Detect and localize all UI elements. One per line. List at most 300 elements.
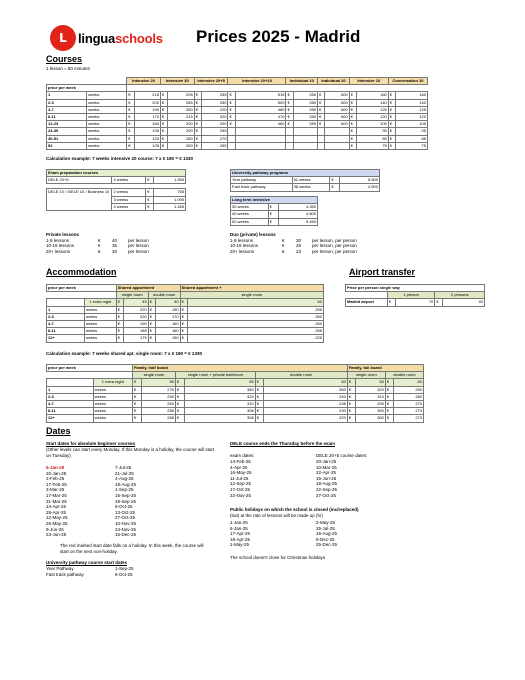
currency: €: [349, 121, 356, 128]
room-type: double room: [385, 372, 423, 379]
price-cell: 350: [293, 106, 317, 113]
weeks-cell: 40-51: [47, 135, 87, 142]
currency: €: [228, 121, 235, 128]
currency: €: [160, 106, 167, 113]
date-item: 17-Oct-25: [230, 486, 251, 492]
double-room-label: double room: [148, 292, 180, 299]
currency: €: [160, 114, 167, 121]
accommodation-heading: Accommodation: [46, 267, 117, 277]
date-item: 31-Mar-25: [46, 498, 67, 504]
currency: €: [282, 243, 285, 249]
date-item: 14-Feb-25: [230, 459, 251, 464]
currency: €: [268, 211, 278, 218]
holidays-col1: [230, 520, 250, 548]
currency: €: [127, 121, 134, 128]
currency: €: [388, 106, 395, 113]
lesson-unit: per lesson, per person: [312, 248, 357, 254]
currency: €: [286, 99, 293, 106]
table-row: [47, 92, 428, 99]
price-label: price per week: [47, 365, 133, 372]
table-row: [47, 135, 428, 142]
price-cell: 220: [264, 415, 348, 422]
date-item: 29-Sep-25: [115, 498, 137, 504]
price-cell: 295: [202, 128, 228, 135]
currency: €: [347, 415, 356, 422]
currency: €: [194, 92, 201, 99]
start-dates-title: Start dates for absolute beginner courses: [46, 441, 136, 446]
currency: €: [388, 92, 395, 99]
weeks-unit: weeks: [93, 386, 132, 393]
currency: €: [127, 128, 134, 135]
price-cell: 125: [396, 106, 428, 113]
price-cell: [325, 142, 349, 149]
currency: €: [388, 142, 395, 149]
lesson-range: 20+ lessons: [46, 248, 71, 254]
currency: €: [388, 135, 395, 142]
price-cell: 300: [356, 408, 385, 415]
uni-date-name: Year Pathway: [46, 566, 74, 571]
lesson-range: 1-9 lessons: [230, 237, 254, 243]
price-cell: 175: [123, 335, 148, 342]
currency: €: [347, 393, 356, 400]
airport-col: 2 persons: [435, 292, 485, 299]
price-cell: 218: [134, 92, 160, 99]
currency: €: [268, 218, 278, 225]
currency: €: [132, 386, 141, 393]
start-dates-col1: [46, 465, 68, 538]
currency: €: [146, 177, 154, 184]
price-cell: 190: [123, 321, 148, 328]
table-row: [47, 299, 324, 306]
price-cell: 140: [396, 99, 428, 106]
currency: €: [255, 393, 264, 400]
currency: €: [282, 248, 285, 254]
date-item: 6-Oct-25: [115, 504, 133, 510]
currency: €: [255, 379, 264, 386]
price-cell: 350: [293, 92, 317, 99]
price-cell: 255: [141, 393, 175, 400]
table-row: [47, 386, 424, 393]
accommodation-example: Calculation example: 7 weeks shared apt. single room: 7 x € 190 = € 1330: [46, 351, 202, 356]
currency: €: [160, 99, 167, 106]
price-cell: 55: [184, 379, 255, 386]
exam-name: DELE 10 / SIELE 10 / Business 10: [47, 189, 112, 211]
table-row: [47, 142, 428, 149]
table-row: [47, 121, 428, 128]
currency: €: [228, 99, 235, 106]
room-type: double room: [255, 372, 347, 379]
date-item: 24-Nov-25: [115, 526, 137, 532]
currency: €: [116, 335, 123, 342]
price-cell: 60: [264, 379, 348, 386]
currency: €: [180, 306, 187, 313]
currency: €: [194, 135, 201, 142]
table-row: [47, 306, 324, 313]
date-item: 25-Jul-25: [316, 525, 335, 531]
exam-price: 755: [154, 189, 186, 196]
room-type: single room + private bathroom: [175, 372, 255, 379]
currency: €: [175, 401, 184, 408]
weeks-unit: weeks: [84, 313, 116, 320]
date-item: 17-Apr-25: [230, 531, 251, 537]
price-cell: 280: [168, 135, 194, 142]
price-cell: 200: [168, 121, 194, 128]
date-item: 9-Jun-25: [46, 526, 64, 532]
currency: €: [175, 379, 184, 386]
currency: €: [330, 177, 340, 184]
table-row: [47, 328, 324, 335]
price-cell: 306: [184, 415, 255, 422]
currency: €: [194, 106, 201, 113]
price-cell: 250: [202, 99, 228, 106]
courses-example: Calculation example: 7 weeks intensive 20 course: 7 x € 190 = € 1330: [46, 156, 193, 161]
weeks-unit: weeks: [84, 335, 116, 342]
price-cell: 500: [235, 99, 286, 106]
currency: €: [349, 128, 356, 135]
currency: €: [347, 379, 356, 386]
currency: €: [148, 335, 155, 342]
currency: €: [349, 106, 356, 113]
uni-dur: 38 weeks: [292, 184, 330, 191]
price-cell: 60: [187, 299, 323, 306]
currency: €: [349, 92, 356, 99]
currency: [228, 128, 235, 135]
currency: €: [268, 204, 278, 211]
price-cell: 215: [168, 114, 194, 121]
price-cell: 160: [357, 92, 389, 99]
price-cell: 320: [202, 114, 228, 121]
uni-price: 4.500: [340, 184, 380, 191]
currency: €: [347, 408, 356, 415]
table-row: [47, 114, 428, 121]
shared-apt-header: Shared appartment: [116, 285, 180, 292]
price-cell: 260: [141, 401, 175, 408]
currency: €: [175, 408, 184, 415]
currency: €: [148, 321, 155, 328]
date-item: 10-Nov-25: [115, 520, 137, 526]
currency: €: [286, 114, 293, 121]
dele-title: DELE course ends the Thursday before the exam: [230, 441, 336, 446]
price-cell: 105: [134, 142, 160, 149]
price-cell: 260: [264, 386, 348, 393]
currency: €: [127, 142, 134, 149]
currency: €: [347, 386, 356, 393]
price-cell: 320: [184, 393, 255, 400]
price-cell: 230: [264, 408, 348, 415]
col-header: Intensive 20+10: [228, 78, 286, 85]
single-room-label: single room: [116, 292, 148, 299]
date-item: 21-Jul-25: [115, 470, 134, 476]
price-cell: 350: [184, 386, 255, 393]
weeks-cell: 12+: [47, 335, 85, 342]
price-cell: 275: [141, 386, 175, 393]
logo-text-part1: lingua: [78, 30, 116, 46]
currency: €: [194, 128, 201, 135]
price-cell: 600: [325, 121, 349, 128]
airport-header: Price per person single way: [346, 285, 485, 292]
price-cell: [235, 135, 286, 142]
table-row: [47, 313, 324, 320]
lesson-unit: per lesson, per person: [312, 237, 357, 243]
currency: €: [349, 142, 356, 149]
list-item: [230, 249, 357, 255]
full-board-header: Family, full board: [347, 365, 423, 372]
family-table: [46, 364, 424, 423]
currency: [318, 135, 325, 142]
airport-heading: Airport transfer: [349, 267, 416, 277]
courses-heading: Courses: [46, 54, 83, 64]
price-cell: 320: [356, 386, 385, 393]
price-cell: 310: [356, 393, 385, 400]
currency: €: [160, 121, 167, 128]
date-item: 27-Oct-25: [115, 515, 136, 521]
logo-text-part2: schools: [115, 30, 163, 46]
date-item: 1-Sep-25: [115, 487, 134, 493]
currency: €: [255, 386, 264, 393]
weeks-cell: 8-11: [47, 328, 85, 335]
lesson-price: 30: [296, 237, 302, 243]
exam-dates-col: [230, 459, 252, 498]
price-label: price per week: [47, 85, 127, 92]
currency: €: [385, 386, 394, 393]
date-item: 22-Sep-25: [316, 486, 338, 492]
price-cell: 308: [184, 408, 255, 415]
weeks-cell: 8-11: [47, 114, 87, 121]
currency: €: [127, 106, 134, 113]
price-cell: 75: [357, 142, 389, 149]
currency: €: [286, 106, 293, 113]
col-header: Intensive 30: [160, 78, 194, 85]
currency: €: [132, 393, 141, 400]
currency: €: [160, 128, 167, 135]
currency: €: [180, 328, 187, 335]
lesson-range: 20+ lessons: [230, 248, 255, 254]
start-dates-col2: [115, 465, 136, 538]
uni-date-name: Fast track pathway: [46, 571, 84, 577]
date-item: 15-Dec-25: [115, 532, 137, 538]
table-row: [47, 335, 324, 342]
holidays-col2: [316, 520, 337, 548]
currency: €: [282, 237, 285, 243]
price-cell: 600: [325, 99, 349, 106]
price-cell: 295: [356, 401, 385, 408]
exam-header: Exam preparation courses: [47, 170, 186, 177]
price-cell: 85: [357, 135, 389, 142]
currency: €: [148, 299, 155, 306]
currency: [286, 128, 293, 135]
exam-dur: 2 weeks: [112, 189, 146, 196]
price-cell: [325, 128, 349, 135]
date-item: 18-Apr-25: [230, 536, 251, 542]
date-item: 27-Oct-25: [316, 492, 337, 498]
exam-table: [46, 169, 186, 211]
price-cell: 170: [155, 313, 180, 320]
price-cell: 260: [168, 142, 194, 149]
long-term-header: Long term intensive: [231, 197, 318, 204]
price-cell: 240: [264, 393, 348, 400]
uni-dur: 52 weeks: [292, 177, 330, 184]
price-cell: [235, 142, 286, 149]
long-price: 4.800: [278, 211, 317, 218]
currency: €: [385, 401, 394, 408]
date-item: 1-Jan-25: [230, 520, 248, 525]
currency: €: [148, 328, 155, 335]
currency: €: [148, 306, 155, 313]
col-header: Intensive 20: [127, 78, 161, 85]
price-cell: 75: [396, 142, 428, 149]
currency: [286, 142, 293, 149]
price-cell: 160: [155, 328, 180, 335]
price-cell: 190: [134, 106, 160, 113]
holiday-note: (but) at the rate of lessons will be made up (hr): [230, 513, 324, 518]
price-cell: 200: [202, 121, 228, 128]
currency: €: [132, 379, 141, 386]
currency: €: [146, 196, 154, 203]
weeks-cell: 24-39: [47, 128, 87, 135]
price-cell: 515: [235, 92, 286, 99]
uni-dates-title: University pathway course start dates: [46, 560, 128, 565]
table-row: [47, 106, 428, 113]
price-label-row: [47, 85, 428, 92]
currency: €: [116, 299, 123, 306]
room-type: single room: [132, 372, 175, 379]
currency: €: [228, 114, 235, 121]
date-item: 2-May-25: [316, 520, 336, 525]
date-item: 18-Aug-25: [316, 481, 338, 487]
date-item: 3-Feb-25: [46, 476, 65, 482]
half-board-header: Family, half board: [132, 365, 347, 372]
price-cell: 273: [394, 408, 424, 415]
weeks-unit: weeks: [87, 128, 127, 135]
airport-price: 40: [443, 299, 485, 306]
weeks-cell: 2-3: [47, 99, 87, 106]
date-item: 17-Feb-25: [46, 481, 67, 487]
price-cell: 220: [202, 106, 228, 113]
price-cell: 255: [187, 328, 323, 335]
date-item: 6-Jan-25: [230, 525, 248, 531]
lesson-range: 10-19 lessons: [230, 243, 259, 249]
table-row: [47, 401, 424, 408]
price-cell: 45: [123, 299, 148, 306]
table-row: [47, 99, 428, 106]
date-item: 3-Mar-25: [46, 487, 65, 493]
currency: €: [146, 203, 154, 210]
price-cell: 60: [394, 379, 424, 386]
date-item: 6-Jan-25: [46, 465, 65, 470]
col-header: Intensive 10: [349, 78, 388, 85]
currency: €: [98, 243, 101, 249]
date-item: 15-Sep-25: [115, 492, 137, 498]
currency: €: [255, 415, 264, 422]
price-cell: 185: [123, 328, 148, 335]
col-header: Individual 10: [286, 78, 318, 85]
currency: €: [349, 114, 356, 121]
currency: €: [180, 321, 187, 328]
price-cell: 95: [396, 128, 428, 135]
weeks-unit: weeks: [84, 321, 116, 328]
uni-dates: [46, 566, 134, 577]
weeks-cell: 4-7: [47, 401, 94, 408]
date-item: 18-Aug-25: [115, 481, 137, 487]
price-cell: 120: [396, 114, 428, 121]
table-row: [47, 128, 428, 135]
date-item: 7-Jul-25: [115, 465, 132, 470]
weeks-cell: 52: [47, 142, 87, 149]
currency: €: [318, 99, 325, 106]
lesson-range: 10-19 lessons: [46, 243, 75, 249]
price-cell: 120: [357, 114, 389, 121]
price-cell: 350: [293, 114, 317, 121]
lesson-price: 40: [112, 237, 118, 243]
closed-note: The school doesn't close for Christmas holidays: [230, 555, 326, 560]
weeks-unit: weeks: [87, 92, 127, 99]
lesson-unit: per lesson: [128, 243, 149, 249]
currency: [318, 142, 325, 149]
weeks-cell: 2-3: [47, 313, 85, 320]
currency: €: [349, 99, 356, 106]
currency: €: [286, 121, 293, 128]
price-cell: 275: [394, 401, 424, 408]
weeks-unit: weeks: [93, 393, 132, 400]
long-term-table: [230, 196, 318, 226]
price-cell: 55: [141, 379, 175, 386]
date-item: 11-Jul-25: [230, 475, 249, 481]
price-cell: 105: [357, 121, 389, 128]
price-cell: 220: [123, 313, 148, 320]
weeks-cell: 4-7: [47, 106, 87, 113]
price-cell: 260: [187, 313, 323, 320]
currency: €: [318, 106, 325, 113]
private-lessons: [46, 232, 149, 254]
currency: €: [148, 313, 155, 320]
weeks-unit: weeks: [87, 142, 127, 149]
currency: €: [132, 408, 141, 415]
date-item: 25-Dec-25: [316, 542, 338, 548]
weeks-unit: weeks: [87, 121, 127, 128]
currency: €: [349, 135, 356, 142]
date-item: 16-Jun-25: [316, 475, 337, 481]
currency: €: [286, 92, 293, 99]
currency: €: [228, 92, 235, 99]
duo-lessons: [230, 232, 357, 254]
currency: €: [116, 328, 123, 335]
currency: €: [385, 379, 394, 386]
airport-row-label: Madrid airport: [346, 299, 388, 306]
table-row: [47, 415, 424, 422]
date-item: 22-Apr-25: [316, 470, 337, 476]
currency: €: [127, 92, 134, 99]
start-dates-note: (Other levels can start every Monday. If this Monday is a holiday, the course will start on Tuesday): [46, 447, 215, 458]
currency: €: [175, 393, 184, 400]
currency: €: [255, 408, 264, 415]
weeks-cell: 8-11: [47, 408, 94, 415]
price-cell: [293, 135, 317, 142]
date-item: 22-Nov-25: [230, 492, 252, 498]
lesson-price: 30: [112, 248, 118, 254]
weeks-cell: 12+: [47, 415, 94, 422]
blank: [47, 299, 85, 306]
extra-night-label: 1 extra night: [84, 299, 116, 306]
price-cell: 200: [168, 128, 194, 135]
university-header: University pathway programs: [231, 170, 380, 177]
col-header: Individual 20: [318, 78, 350, 85]
currency: €: [318, 114, 325, 121]
currency: €: [116, 306, 123, 313]
weeks-cell: 2-3: [47, 393, 94, 400]
brand-logo: [50, 25, 163, 51]
currency: €: [387, 299, 395, 306]
table-row: [47, 408, 424, 415]
